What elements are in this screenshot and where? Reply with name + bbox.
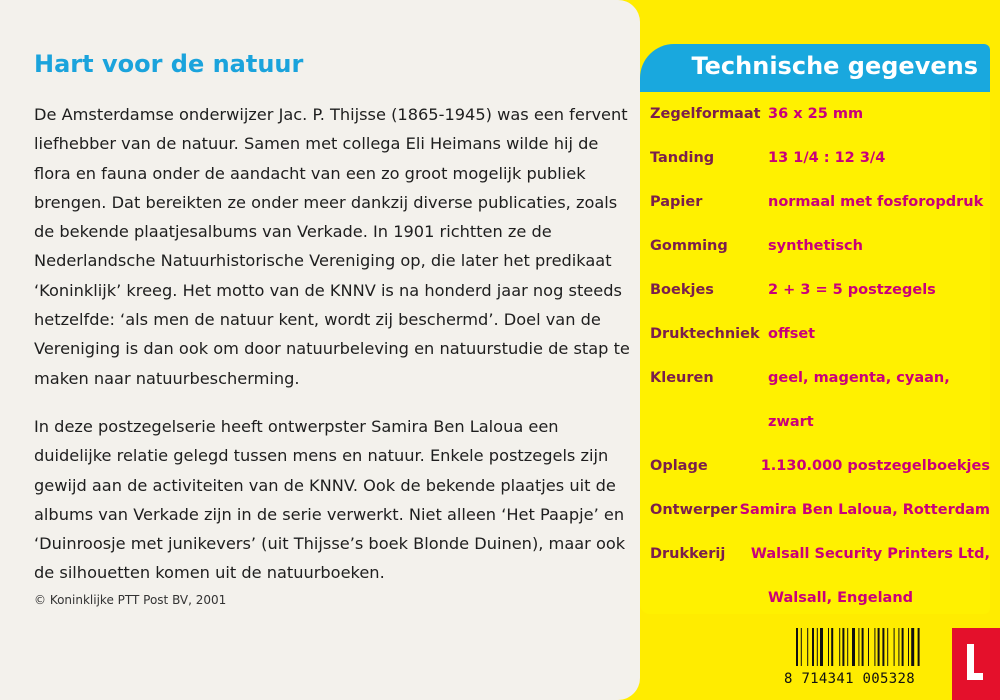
barcode-number: 8 714341 005328 [784,671,915,687]
spec-row [650,488,990,532]
spec-row [650,400,990,444]
spec-row [650,532,990,576]
copyright-notice: © Koninklijke PTT Post BV, 2001 [34,593,227,607]
spec-row [650,180,990,224]
barcode [796,628,950,666]
spec-row [650,224,990,268]
spec-value: offset [768,326,816,342]
spec-label: Zegelformaat [650,106,761,122]
spec-value: Walsall, Engeland [768,590,914,606]
spec-row [650,444,990,488]
ptt-logo [952,628,1000,700]
spec-label: Drukkerij [650,546,726,562]
spec-label: Gomming [650,238,728,254]
spec-label: Boekjes [650,282,714,298]
ptt-l-mark [967,644,983,680]
spec-value: 36 x 25 mm [768,106,864,122]
spec-row [650,92,990,136]
spec-value: 2 + 3 = 5 postzegels [768,282,936,298]
spec-row [650,356,990,400]
spec-label: Ontwerper [650,502,738,518]
spec-row [650,312,990,356]
spec-value: 13 1/4 : 12 3/4 [768,150,886,166]
spec-label: Papier [650,194,703,210]
spec-value: Walsall Security Printers Ltd, [750,546,990,562]
spec-value: normaal met fosforopdruk [768,194,984,210]
page-title: Hart voor de natuur [34,50,304,78]
spec-label: Druktechniek [650,326,760,342]
spec-row [650,268,990,312]
spec-value: Samira Ben Laloua, Rotterdam [739,502,990,518]
spec-value: zwart [768,414,814,430]
spec-value: 1.130.000 postzegelboekjes [760,458,990,474]
design-paragraph: In deze postzegelserie heeft ontwerpster Samira Ben Laloua een duidelijke relatie gelegd tussen mens en natuur. Enkele postzegels zijn gewijd aan de activiteiten van de KNNV. Ook de bekende plaatjes uit de albums van Verkade zijn in de serie verwerkt. Niet alleen ‘Het Paapje’ en ‘Duinroosje met junikevers’ (uit Thijsse’s boek Blonde Duinen), maar ook de silhouetten komen uit de natuurboeken. [34,417,626,583]
spec-table [650,92,990,620]
intro-paragraph: De Amsterdamse onderwijzer Jac. P. Thijsse (1865-1945) was een fervent liefhebber van de natuur. Samen met collega Eli Heimans wilde hij de flora en fauna onder de aandacht van een zo groot mogelijk publiek brengen. Dat bereikten ze onder meer dankzij diverse publicaties, zoals de bekende plaatjesalbums van Verkade. In 1901 richtten ze de Nederlandsche Natuurhistorische Vereniging op, die later het predikaat ‘Koninklijk’ kreeg. Het motto van de KNNV is na honderd jaar nog steeds hetzelfde: ‘als men de natuur kent, wordt zij beschermd’. Doel van de Vereniging is dan ook om door natuurbeleving en natuurstudie de stap te maken naar natuurbescherming. [34,105,630,388]
tech-specs-heading: Technische gegevens [640,44,990,92]
spec-label: Kleuren [650,370,714,386]
spec-value: geel, magenta, cyaan, [768,370,950,386]
spec-row [650,136,990,180]
spec-label: Tanding [650,150,715,166]
spec-value: synthetisch [768,238,863,254]
spec-label: Oplage [650,458,708,474]
spec-row [650,576,990,620]
